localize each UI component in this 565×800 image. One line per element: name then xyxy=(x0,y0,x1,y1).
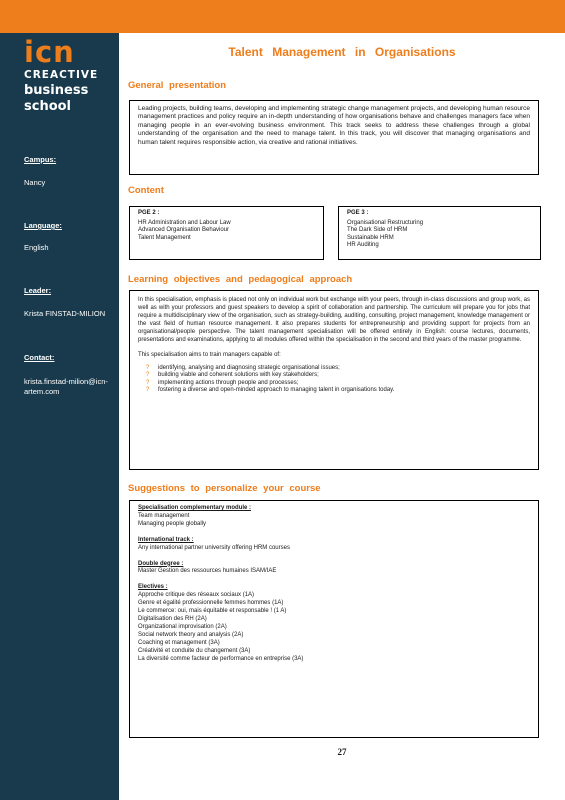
list-item: Digitalisation des RH (2A) xyxy=(138,615,207,622)
leader-label: Leader: xyxy=(24,286,52,295)
pge3-item: Organisational Restructuring xyxy=(347,219,424,226)
bullet-icon: ? xyxy=(146,364,150,371)
pge3-title: PGE 3 : xyxy=(347,210,369,216)
learning-paragraph-1: In this specialisation, emphasis is placed not only on individual work but exchange with your peers, through in-class discussions and group work, as well as with your professors and guest speakers to develop a spirit of collaboration and partnership. The curriculum will prepare you for jobs that require a multidisciplinary view of the organisation, such as strategy-building, auditing, consulting, project management, knowledge management or the vast field of human resource management. It also prepares students for entrepreneurship and providing support for projects from an organisational/people perspective. The talent management specialisation will be offered entirely in English: course lectures, documents, presentations and examinations, applying to all modules offered within the specialisation in the second and third years of the master programme. xyxy=(138,297,530,344)
page-title: Talent Management in Organisations xyxy=(228,45,456,59)
main-content xyxy=(119,33,565,800)
electives-title: Electives : xyxy=(138,584,168,591)
logo-line-school: school xyxy=(24,99,72,114)
specialisation-module-title: Specialisation complementary module : xyxy=(138,505,252,511)
pge3-item: The Dark Side of HRM xyxy=(347,227,408,233)
bullet-text: identifying, analysing and diagnosing strategic organisational issues; xyxy=(158,364,340,371)
bullet-icon: ? xyxy=(146,387,150,394)
pge3-item: Sustainable HRM xyxy=(347,234,394,241)
suggestions-heading: Suggestions to personalize your course xyxy=(128,483,321,494)
bullet-icon: ? xyxy=(146,379,150,386)
learning-paragraph-2: This specialisation aims to train managers capable of: xyxy=(138,351,281,358)
bullet-text: implementing actions through people and processes; xyxy=(158,379,299,386)
pge3-item: HR Auditing xyxy=(347,242,379,248)
content-heading: Content xyxy=(128,185,164,196)
list-item: Social network theory and analysis (2A) xyxy=(138,631,244,638)
list-item: Organizational improvisation (2A) xyxy=(138,623,227,630)
logo-line-creactive: CREACTIVE xyxy=(24,69,99,81)
page-number: 27 xyxy=(337,747,347,757)
list-item xyxy=(146,365,530,373)
learning-objectives-heading: Learning objectives and pedagogical approach xyxy=(128,274,353,285)
sidebar xyxy=(0,33,119,800)
general-presentation-box xyxy=(129,100,539,175)
general-presentation-heading: General presentation xyxy=(128,80,227,91)
list-item: Genre et égalité professionnelle femmes hommes (1A) xyxy=(138,600,284,607)
pge2-item: Advanced Organisation Behaviour xyxy=(138,227,230,233)
logo-icn: icn xyxy=(24,35,75,69)
international-track-title: International track : xyxy=(138,536,194,543)
list-item xyxy=(146,372,530,380)
double-degree-title: Double degree : xyxy=(138,560,184,567)
pge2-item: HR Administration and Labour Law xyxy=(138,219,231,226)
learning-bullet-list xyxy=(138,365,530,395)
bullet-text: fostering a diverse and open-minded approach to managing talent in organisations today. xyxy=(158,387,395,394)
list-item: Master Gestion des ressources humaines ISAM/IAE xyxy=(138,568,277,575)
language-value: English xyxy=(24,243,49,252)
list-item: Approche critique des réseaux sociaux (1A) xyxy=(138,592,255,599)
bullet-icon: ? xyxy=(146,372,150,379)
logo-line-business: business xyxy=(24,83,89,98)
learning-objectives-box xyxy=(129,290,539,470)
list-item: Any international partner university offering HRM courses xyxy=(138,544,290,551)
pge3-box xyxy=(338,206,541,260)
list-item: Coaching et management (3A) xyxy=(138,639,220,646)
list-item: Managing people globally xyxy=(138,520,207,527)
top-orange-bar xyxy=(0,0,565,33)
suggestions-box xyxy=(129,500,539,738)
contact-label: Contact: xyxy=(24,353,55,362)
pge2-title: PGE 2 : xyxy=(138,210,160,216)
list-item: Créativité et conduite du changement (3A) xyxy=(138,647,251,654)
general-presentation-text: Leading projects, building teams, developing and implementing strategic change management projects, and developing human resource management practices and policy require an in-depth understanding of how organisations behave and challenges managers face when managing people in an ever-evolving business environment. This track seeks to address these challenges through a global understanding of the organisation and the need to manage talent. In this track, you will discover that managing organisations and human talent requires responsible action, via creative and rational initiatives. xyxy=(138,105,530,146)
school-logo xyxy=(24,37,116,115)
bullet-text: building viable and coherent solutions with key stakeholders; xyxy=(158,372,319,379)
list-item xyxy=(146,380,530,388)
campus-label: Campus: xyxy=(24,155,57,164)
campus-value: Nancy xyxy=(24,178,46,187)
language-label: Language: xyxy=(24,221,62,230)
list-item: La diversité comme facteur de performance en entreprise (3A) xyxy=(138,655,304,662)
list-item xyxy=(146,387,530,395)
list-item: Team management xyxy=(138,512,190,519)
pge2-box xyxy=(129,206,324,260)
list-item: Le commerce: oui, mais équitable et responsable ! (1 A) xyxy=(138,608,287,615)
pge2-item: Talent Management xyxy=(138,234,191,241)
contact-value[interactable]: krista.finstad-milion@icn-artem.com xyxy=(24,377,108,396)
leader-value: Krista FINSTAD-MILION xyxy=(24,309,106,318)
